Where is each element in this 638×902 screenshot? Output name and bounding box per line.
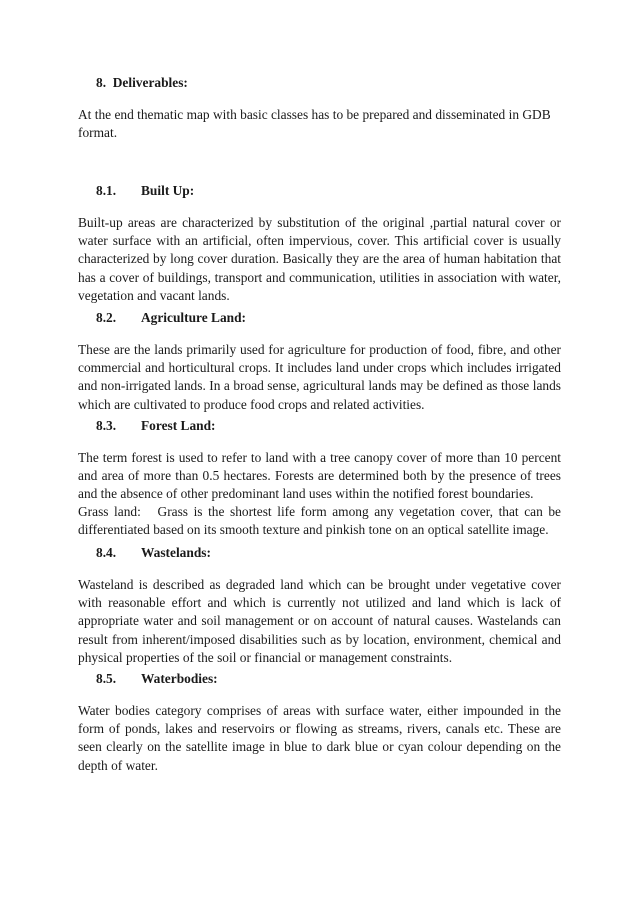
forest-land-paragraph: The term forest is used to refer to land with a tree canopy cover of more than 10 percent and area of more than 0.5 hectares. Forests are determined both by the presence of trees and the absence of other predominant land uses within the notified forest boundaries.: [78, 450, 561, 502]
section-heading-deliverables: [96, 75, 188, 91]
built-up-paragraph: Built-up areas are characterized by substitution of the original ,partial natural cover or water surface with an artificial, often impervious, cover. This artificial cover is usually characterized by long cover duration. Basically they are the area of human habitation that has a cover of buildings, transport and communication, utilities in association with water, vegetation and vacant lands.: [78, 215, 561, 303]
subsection-number: 8.5.: [96, 671, 117, 686]
subsection-heading-agriculture-land: [96, 310, 246, 326]
waterbodies-paragraph: Water bodies category comprises of areas with surface water, either impounded in the form of ponds, lakes and reservoirs or flowing as streams, rivers, canals etc. These are seen clearly on the satellite image in blue to dark blue or cyan colour depending on the depth of water.: [78, 703, 561, 773]
section-title: Deliverables:: [112, 75, 188, 90]
subsection-title: Wastelands:: [141, 545, 211, 560]
subsection-heading-waterbodies: [96, 671, 218, 687]
subsection-number: 8.4.: [96, 545, 117, 560]
subsection-number: 8.3.: [96, 418, 117, 433]
subsection-title: Forest Land:: [141, 418, 216, 433]
subsection-heading-built-up: [96, 183, 194, 199]
subsection-number: 8.1.: [96, 183, 117, 198]
grass-land-paragraph: Grass land: Grass is the shortest life form among any vegetation cover, that can be differentiated based on its smooth texture and pinkish tone on an optical satellite image.: [78, 504, 565, 538]
subsection-heading-wastelands: [96, 545, 211, 561]
subsection-number: 8.2.: [96, 310, 117, 325]
agriculture-land-paragraph: These are the lands primarily used for agriculture for production of food, fibre, and other commercial and horticultural crops. It includes land under crops which includes irrigated and non-irrigated lands. In a broad sense, agricultural lands may be defined as those lands which are cultivated to produce food crops and related activities.: [78, 342, 561, 412]
section-number: 8.: [96, 75, 107, 90]
wastelands-paragraph: Wasteland is described as degraded land which can be brought under vegetative cover with reasonable effort and which is currently not utilized and land which is lack of appropriate water and soil management or on account of natural causes. Wastelands can result from inherent/imposed disabilities such as by location, environment, chemical and physical properties of the soil or financial or management constraints.: [78, 577, 561, 665]
subsection-title: Agriculture Land:: [141, 310, 247, 325]
subsection-heading-forest-land: [96, 418, 216, 434]
subsection-title: Built Up:: [141, 183, 195, 198]
deliverables-paragraph: At the end thematic map with basic classes has to be prepared and disseminated in GDB format.: [78, 107, 551, 141]
subsection-title: Waterbodies:: [141, 671, 218, 686]
